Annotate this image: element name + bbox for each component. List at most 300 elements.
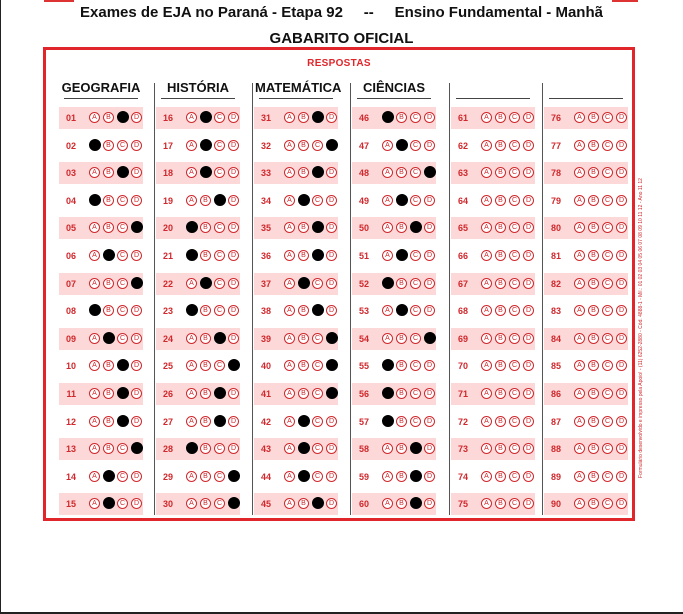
answer-row	[451, 300, 535, 322]
question-number: 57	[358, 416, 369, 427]
answer-row	[451, 438, 535, 460]
bubble-option-filled: B	[200, 139, 212, 151]
bubble-option: C	[214, 278, 225, 289]
answer-row	[352, 217, 436, 239]
answer-row	[156, 217, 240, 239]
answer-row	[156, 411, 240, 433]
bubble-option: C	[312, 360, 323, 371]
question-number: 50	[358, 223, 369, 234]
bubble-option: B	[103, 140, 114, 151]
question-number: 46	[358, 113, 369, 123]
answer-row	[451, 107, 535, 129]
bubble-option: A	[284, 250, 295, 261]
bubble-option: D	[326, 498, 337, 509]
question-number: 52	[358, 278, 369, 289]
bubble-option: A	[382, 333, 393, 344]
bubble-option: A	[89, 112, 100, 123]
bubble-option: C	[509, 195, 520, 206]
bubble-option: D	[131, 360, 142, 371]
bubble-option: B	[396, 278, 407, 289]
question-number: 34	[260, 195, 271, 206]
answer-row	[254, 493, 338, 515]
bubble-option: D	[616, 498, 627, 509]
bubble-option: B	[495, 416, 506, 427]
bubble-option: C	[509, 443, 520, 454]
column-title: MATEMÁTICA	[255, 80, 342, 95]
answer-row	[59, 355, 143, 377]
bubble-option-filled: B	[103, 332, 115, 344]
question-number: 84	[550, 333, 561, 344]
bubble-option: B	[298, 140, 309, 151]
bubble-option: C	[117, 278, 128, 289]
bubble-option-filled: B	[298, 277, 310, 289]
bubble-option: A	[284, 195, 295, 206]
question-number: 22	[162, 278, 173, 289]
bubble-option: A	[481, 360, 492, 371]
bubble-option: A	[382, 140, 393, 151]
bubble-option: A	[89, 416, 100, 427]
bubble-option: D	[228, 112, 239, 123]
bubble-option: C	[602, 167, 613, 178]
bubble-option: C	[602, 498, 613, 509]
bubble-option: B	[588, 222, 599, 233]
bubble-option: A	[382, 222, 393, 233]
bubble-option: D	[616, 443, 627, 454]
bubble-option: A	[382, 250, 393, 261]
bubble-option: A	[574, 388, 585, 399]
bubble-option: C	[509, 388, 520, 399]
bubble-option: B	[588, 360, 599, 371]
answer-row	[156, 300, 240, 322]
bubble-option-filled: C	[410, 442, 422, 454]
bubble-option: C	[410, 112, 421, 123]
bubble-option: C	[602, 222, 613, 233]
question-number: 20	[162, 223, 173, 234]
question-number: 61	[457, 113, 468, 123]
bubble-option: C	[602, 250, 613, 261]
bubble-option: C	[312, 471, 323, 482]
question-number: 39	[260, 333, 271, 344]
answer-row	[544, 466, 628, 488]
bubble-option: B	[588, 388, 599, 399]
question-number: 51	[358, 251, 369, 261]
bubble-option-filled: C	[117, 166, 129, 178]
bubble-option: C	[509, 112, 520, 123]
bubble-option-filled: A	[89, 194, 101, 206]
question-number: 32	[260, 140, 271, 151]
bubble-option-filled: B	[103, 249, 115, 261]
bubble-option: B	[588, 333, 599, 344]
bubble-option: D	[523, 140, 534, 151]
bubble-option: D	[424, 195, 435, 206]
bubble-option: D	[616, 388, 627, 399]
answer-row	[352, 107, 436, 129]
bubble-option: A	[186, 471, 197, 482]
answer-row	[59, 135, 143, 157]
bubble-option-filled: B	[396, 249, 408, 261]
bubble-option: B	[495, 333, 506, 344]
bubble-option: D	[228, 140, 239, 151]
bubble-option: D	[228, 443, 239, 454]
answer-row	[352, 493, 436, 515]
bubble-option: A	[284, 333, 295, 344]
bubble-option: D	[616, 112, 627, 123]
answer-row	[352, 355, 436, 377]
bubble-option: C	[509, 222, 520, 233]
bubble-option: C	[312, 388, 323, 399]
answer-row	[544, 355, 628, 377]
bubble-option: A	[284, 167, 295, 178]
bubble-option: C	[410, 250, 421, 261]
bubble-option: A	[481, 305, 492, 316]
bubble-option: B	[588, 112, 599, 123]
bubble-option: C	[214, 305, 225, 316]
question-number: 44	[260, 471, 271, 482]
respostas-label: RESPOSTAS	[307, 58, 371, 69]
bubble-option: A	[382, 443, 393, 454]
bubble-option: D	[131, 305, 142, 316]
bubble-option: A	[186, 112, 197, 123]
answer-row	[254, 438, 338, 460]
answer-row	[352, 300, 436, 322]
bubble-option: B	[495, 278, 506, 289]
answer-row	[451, 328, 535, 350]
answer-row	[59, 190, 143, 212]
answer-row	[254, 355, 338, 377]
top-rule-left	[44, 0, 74, 2]
bubble-option: B	[298, 167, 309, 178]
bubble-option-filled: C	[312, 221, 324, 233]
bubble-option: C	[410, 278, 421, 289]
answer-row	[254, 217, 338, 239]
bubble-option: C	[509, 167, 520, 178]
question-number: 56	[358, 389, 369, 399]
bubble-option: A	[89, 222, 100, 233]
bubble-option-filled: C	[410, 470, 422, 482]
answer-row	[156, 245, 240, 267]
answer-row	[254, 162, 338, 184]
answer-row	[156, 466, 240, 488]
bubble-option-filled: C	[312, 111, 324, 123]
bubble-option: D	[326, 443, 337, 454]
answer-row	[544, 493, 628, 515]
question-number: 42	[260, 416, 271, 427]
bubble-option: B	[200, 498, 211, 509]
bubble-option: C	[602, 471, 613, 482]
bubble-option-filled: B	[200, 277, 212, 289]
bubble-option: D	[326, 195, 337, 206]
question-number: 04	[65, 195, 76, 206]
bubble-option-filled: C	[117, 415, 129, 427]
bubble-option: A	[481, 222, 492, 233]
answer-row	[544, 162, 628, 184]
answer-row	[352, 328, 436, 350]
bubble-option: D	[228, 167, 239, 178]
question-number: 28	[162, 444, 173, 455]
question-number: 45	[260, 499, 271, 510]
bubble-option: A	[574, 471, 585, 482]
bubble-option-filled: C	[312, 304, 324, 316]
bubble-option: B	[200, 388, 211, 399]
question-number: 79	[550, 195, 561, 206]
bubble-option: D	[424, 140, 435, 151]
bubble-option: A	[481, 388, 492, 399]
bubble-option: D	[424, 250, 435, 261]
bubble-option: B	[103, 222, 114, 233]
question-number: 16	[162, 113, 173, 123]
exam-title-left: Exames de EJA no Paraná - Etapa 92	[80, 4, 343, 21]
bubble-option: A	[574, 278, 585, 289]
bubble-option: C	[214, 112, 225, 123]
question-number: 47	[358, 140, 369, 151]
bubble-option: B	[396, 112, 407, 123]
bubble-option: A	[574, 498, 585, 509]
column-title: HISTÓRIA	[166, 80, 230, 95]
answer-row	[254, 190, 338, 212]
bubble-option-filled: C	[312, 249, 324, 261]
column-title-underline	[549, 98, 623, 99]
question-number: 10	[65, 361, 76, 372]
bubble-option: A	[481, 416, 492, 427]
bubble-option: D	[228, 195, 239, 206]
bubble-option: D	[616, 278, 627, 289]
answer-row	[451, 493, 535, 515]
question-number: 01	[65, 113, 76, 123]
bubble-option-filled: D	[424, 166, 436, 178]
bubble-option-filled: C	[117, 387, 129, 399]
column-title-underline	[259, 98, 333, 99]
answer-row	[451, 411, 535, 433]
question-number: 65	[457, 223, 468, 234]
bubble-option: B	[396, 333, 407, 344]
bubble-option: B	[200, 222, 211, 233]
answer-row	[59, 438, 143, 460]
exam-title-right: Ensino Fundamental - Manhã	[394, 4, 603, 21]
bubble-option: B	[298, 498, 309, 509]
answer-row	[352, 383, 436, 405]
question-number: 27	[162, 416, 173, 427]
answer-row	[156, 273, 240, 295]
bubble-option: D	[616, 195, 627, 206]
bubble-option: B	[588, 278, 599, 289]
answer-row	[254, 245, 338, 267]
bubble-option: C	[214, 167, 225, 178]
bubble-option: A	[89, 250, 100, 261]
bubble-option: D	[523, 222, 534, 233]
answer-row	[254, 383, 338, 405]
answer-row	[156, 135, 240, 157]
bubble-option: C	[117, 195, 128, 206]
answer-row	[59, 217, 143, 239]
column-title-underline	[456, 98, 530, 99]
bubble-option: B	[103, 388, 114, 399]
bubble-option: C	[410, 333, 421, 344]
question-number: 38	[260, 306, 271, 317]
question-number: 03	[65, 168, 76, 179]
bubble-option: D	[228, 250, 239, 261]
bubble-option: D	[523, 498, 534, 509]
bubble-option: D	[616, 333, 627, 344]
question-number: 62	[457, 140, 468, 151]
bubble-option: A	[481, 250, 492, 261]
bubble-option: D	[616, 471, 627, 482]
bubble-option: A	[574, 140, 585, 151]
bubble-option-filled: C	[214, 332, 226, 344]
bubble-option: D	[326, 250, 337, 261]
question-number: 11	[66, 389, 76, 399]
bubble-option: A	[284, 416, 295, 427]
bubble-option: C	[117, 222, 128, 233]
answer-row	[352, 438, 436, 460]
bubble-option-filled: C	[214, 415, 226, 427]
bubble-option: C	[602, 195, 613, 206]
bubble-option-filled: B	[396, 304, 408, 316]
question-number: 68	[457, 306, 468, 317]
title-separator: --	[363, 4, 374, 21]
bubble-option: B	[298, 305, 309, 316]
answer-row	[156, 328, 240, 350]
question-number: 35	[260, 223, 271, 234]
bubble-option: C	[117, 498, 128, 509]
bubble-option: D	[424, 498, 435, 509]
question-number: 17	[162, 140, 173, 151]
answer-row	[59, 107, 143, 129]
answer-row	[352, 190, 436, 212]
question-number: 77	[550, 140, 561, 151]
bubble-option: C	[312, 140, 323, 151]
bubble-option: B	[103, 167, 114, 178]
bubble-option: D	[424, 360, 435, 371]
bubble-option: B	[495, 305, 506, 316]
bubble-option: D	[523, 112, 534, 123]
bubble-option: C	[509, 305, 520, 316]
column-divider	[542, 83, 543, 515]
answer-row	[156, 355, 240, 377]
bubble-option: A	[481, 278, 492, 289]
answer-row	[59, 300, 143, 322]
bubble-option: A	[574, 167, 585, 178]
bubble-option: D	[616, 305, 627, 316]
bubble-option: D	[616, 416, 627, 427]
bubble-option: A	[382, 167, 393, 178]
bubble-option: A	[481, 112, 492, 123]
question-number: 07	[65, 278, 76, 289]
bubble-option: B	[588, 416, 599, 427]
bubble-option: D	[326, 167, 337, 178]
bubble-option: B	[103, 416, 114, 427]
bubble-option: A	[284, 360, 295, 371]
bubble-option: B	[588, 498, 599, 509]
bubble-option: A	[574, 443, 585, 454]
question-number: 05	[65, 223, 76, 234]
bubble-option: B	[298, 112, 309, 123]
question-number: 30	[162, 499, 173, 510]
bubble-option: D	[131, 388, 142, 399]
bubble-option: C	[410, 416, 421, 427]
bubble-option: A	[481, 195, 492, 206]
question-number: 24	[162, 333, 173, 344]
side-print-note	[636, 150, 646, 510]
answer-row	[59, 162, 143, 184]
bubble-option-filled: C	[410, 221, 422, 233]
bubble-option-filled: B	[103, 470, 115, 482]
bubble-option-filled: D	[228, 470, 240, 482]
bubble-option: B	[103, 305, 114, 316]
column-title-underline	[64, 98, 138, 99]
answer-row	[352, 245, 436, 267]
question-number: 55	[358, 361, 369, 372]
question-number: 64	[457, 195, 468, 206]
answer-row	[544, 245, 628, 267]
question-number: 70	[457, 361, 468, 372]
question-number: 72	[457, 416, 468, 427]
answer-row	[254, 135, 338, 157]
question-number: 49	[358, 195, 369, 206]
bubble-option: C	[214, 140, 225, 151]
bubble-option: C	[312, 333, 323, 344]
bubble-option-filled: C	[214, 194, 226, 206]
bubble-option: B	[103, 360, 114, 371]
question-number: 02	[65, 140, 76, 151]
bubble-option: D	[228, 222, 239, 233]
bubble-option-filled: B	[200, 166, 212, 178]
answer-key-title: GABARITO OFICIAL	[269, 30, 414, 47]
bubble-option: C	[312, 443, 323, 454]
bubble-option: D	[131, 498, 142, 509]
bubble-option: A	[89, 167, 100, 178]
bubble-option: A	[284, 498, 295, 509]
answer-row	[544, 438, 628, 460]
bubble-option: D	[424, 112, 435, 123]
bubble-option: B	[396, 498, 407, 509]
bubble-option: A	[382, 195, 393, 206]
bubble-option: A	[481, 443, 492, 454]
bubble-option-filled: A	[382, 415, 394, 427]
question-number: 29	[162, 471, 173, 482]
bubble-option: A	[284, 140, 295, 151]
question-number: 37	[260, 278, 271, 289]
bubble-option: A	[481, 140, 492, 151]
bubble-option: A	[186, 333, 197, 344]
bubble-option: B	[396, 222, 407, 233]
question-number: 43	[260, 444, 271, 455]
bubble-option: A	[382, 305, 393, 316]
bubble-option-filled: B	[298, 194, 310, 206]
bubble-option: D	[616, 222, 627, 233]
bubble-option-filled: D	[131, 442, 143, 454]
question-number: 59	[358, 471, 369, 482]
question-number: 09	[65, 333, 76, 344]
answer-row	[59, 466, 143, 488]
bubble-option: B	[396, 416, 407, 427]
bubble-option: C	[602, 443, 613, 454]
bubble-option: B	[200, 416, 211, 427]
bubble-option-filled: A	[382, 359, 394, 371]
question-number: 67	[457, 278, 468, 289]
bubble-option-filled: A	[186, 249, 198, 261]
answer-row	[254, 466, 338, 488]
answer-row	[352, 135, 436, 157]
bubble-option: D	[131, 333, 142, 344]
bubble-option-filled: B	[298, 470, 310, 482]
bubble-option: A	[481, 498, 492, 509]
bubble-option-filled: D	[228, 497, 240, 509]
bubble-option: A	[284, 443, 295, 454]
bubble-option-filled: B	[298, 442, 310, 454]
question-number: 31	[260, 113, 271, 123]
answer-row	[544, 107, 628, 129]
answer-row	[254, 328, 338, 350]
